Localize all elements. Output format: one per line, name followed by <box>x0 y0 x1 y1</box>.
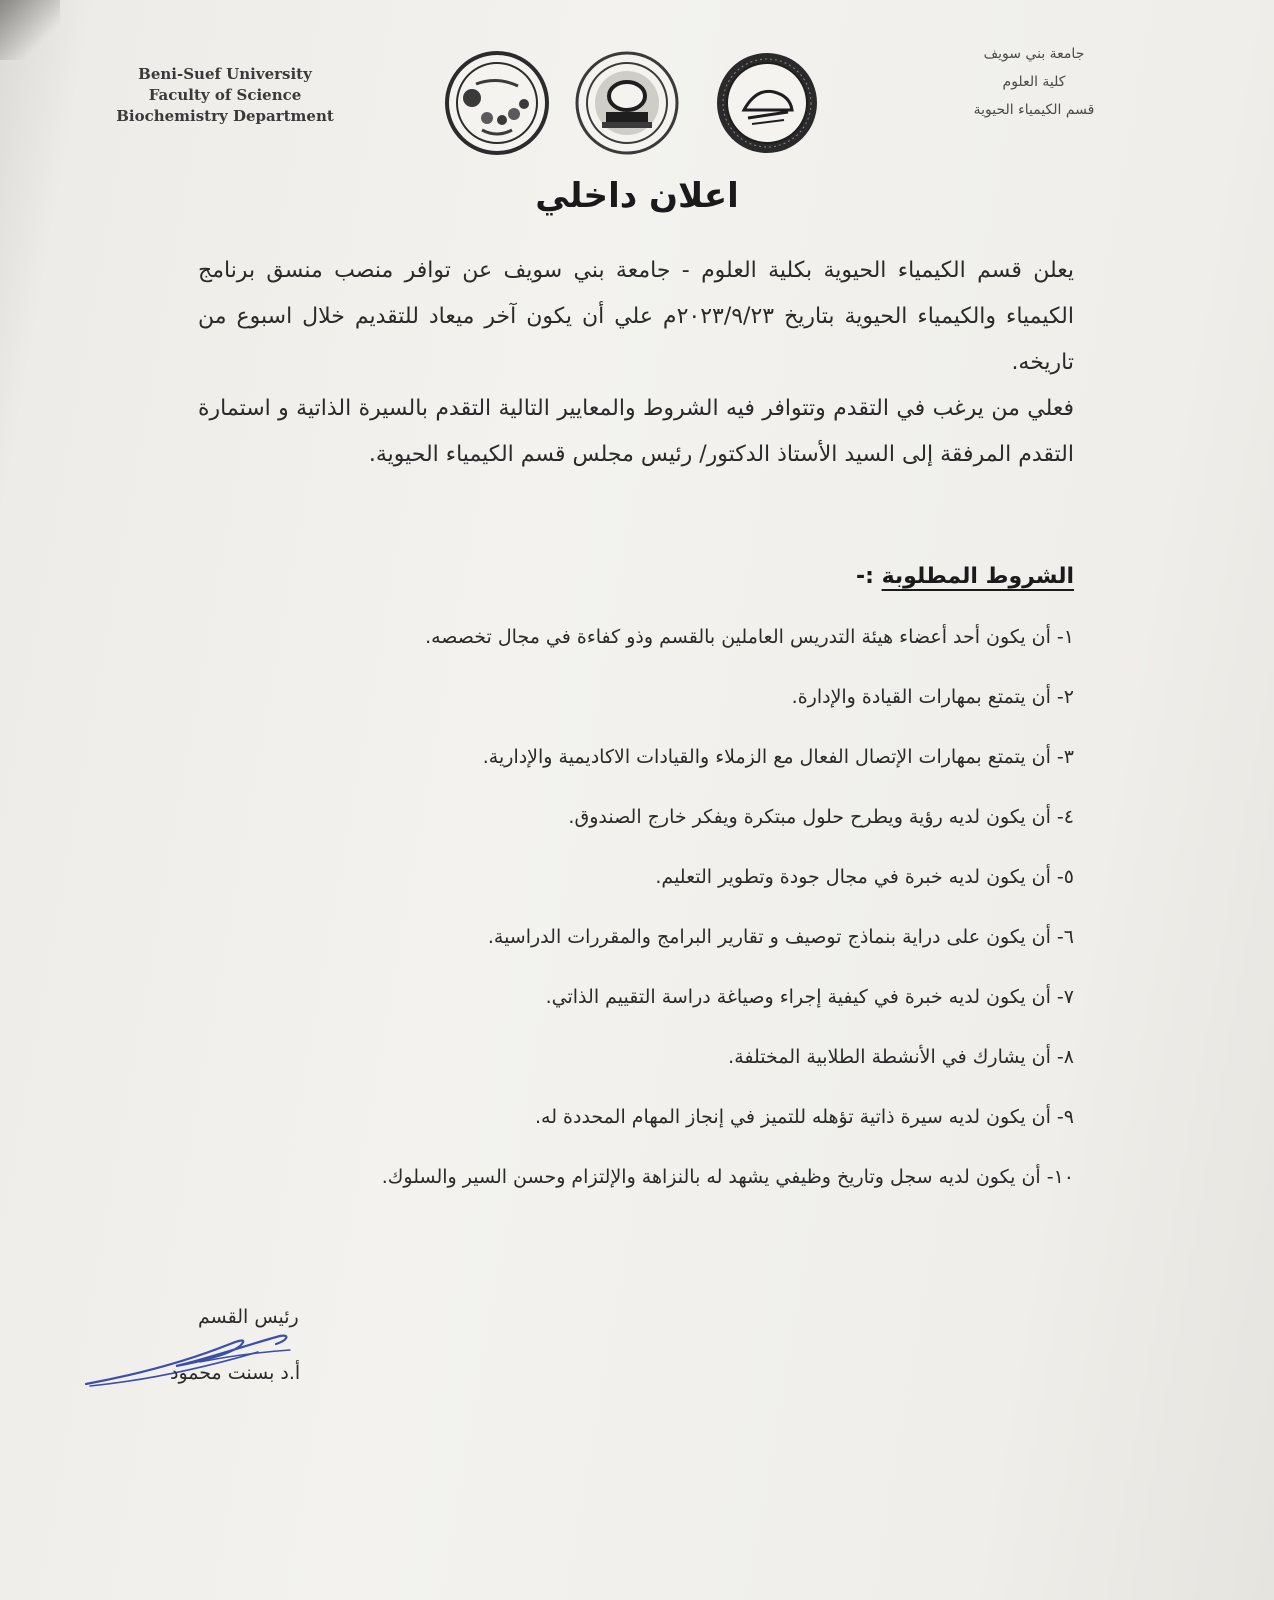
header-en-faculty: Faculty of Science <box>148 86 302 104</box>
announcement-body <box>198 248 1074 478</box>
conditions-list <box>200 622 1074 1222</box>
condition-item: ٧- أن يكون لديه خبرة في كيفية إجراء وصياغة دراسة التقييم الذاتي. <box>545 986 1074 1008</box>
condition-item: ١- أن يكون أحد أعضاء هيئة التدريس العاملين بالقسم وذو كفاءة في مجال تخصصه. <box>425 626 1074 648</box>
header-arabic <box>934 40 1134 124</box>
header-ar-department: قسم الكيمياء الحيوية <box>973 102 1095 118</box>
header-ar-university: جامعة بني سويف <box>983 46 1085 62</box>
intro-paragraph-2: فعلي من يرغب في التقدم وتتوافر فيه الشروط والمعايير التالية التقدم بالسيرة الذاتية و استمارة التقدم المرفقة إلى السيد الأستاذ الدكتور/ رئيس مجلس قسم الكيمياء الحيوية. <box>198 396 1074 467</box>
university-logo <box>712 48 822 158</box>
faculty-logo <box>572 48 682 158</box>
condition-item: ٥- أن يكون لديه خبرة في مجال جودة وتطوير التعليم. <box>655 866 1074 888</box>
conditions-heading-text: الشروط المطلوبة <box>881 564 1074 589</box>
condition-item: ٣- أن يتمتع بمهارات الإتصال الفعال مع الزملاء والقيادات الاكاديمية والإدارية. <box>482 746 1074 768</box>
condition-item: ٢- أن يتمتع بمهارات القيادة والإدارة. <box>791 686 1074 708</box>
page-fold-shadow <box>0 0 60 60</box>
header-english <box>100 64 350 127</box>
page-title: اعلان داخلي <box>535 176 739 216</box>
signature-title: رئيس القسم <box>198 1306 299 1328</box>
header-logos <box>450 48 840 158</box>
condition-item: ٤- أن يكون لديه رؤية ويطرح حلول مبتكرة ويفكر خارج الصندوق. <box>568 806 1074 828</box>
condition-item: ٩- أن يكون لديه سيرة ذاتية تؤهله للتميز في إنجاز المهام المحددة له. <box>534 1106 1074 1128</box>
header-ar-faculty: كلية العلوم <box>1002 74 1066 90</box>
intro-paragraph-1: يعلن قسم الكيمياء الحيوية بكلية العلوم - جامعة بني سويف عن توافر منصب منسق برنامج الكيمياء والكيمياء الحيوية بتاريخ ٢٠٢٣/٩/٢٣م علي أن يكون آخر ميعاد للتقديم خلال اسبوع من تاريخه. <box>198 258 1074 375</box>
signature-name: أ.د بسنت محمود <box>170 1362 301 1384</box>
conditions-heading <box>856 564 1074 589</box>
header-en-department: Biochemistry Department <box>116 107 334 125</box>
condition-item: ١٠- أن يكون لديه سجل وتاريخ وظيفي يشهد له بالنزاهة والإلتزام وحسن السير والسلوك. <box>381 1166 1074 1188</box>
condition-item: ٨- أن يشارك في الأنشطة الطلابية المختلفة. <box>728 1046 1074 1068</box>
department-logo <box>442 48 552 158</box>
conditions-heading-suffix: :- <box>855 564 874 589</box>
condition-item: ٦- أن يكون على دراية بنماذج توصيف و تقارير البرامج والمقررات الدراسية. <box>487 926 1074 948</box>
header-en-university: Beni-Suef University <box>138 65 312 83</box>
